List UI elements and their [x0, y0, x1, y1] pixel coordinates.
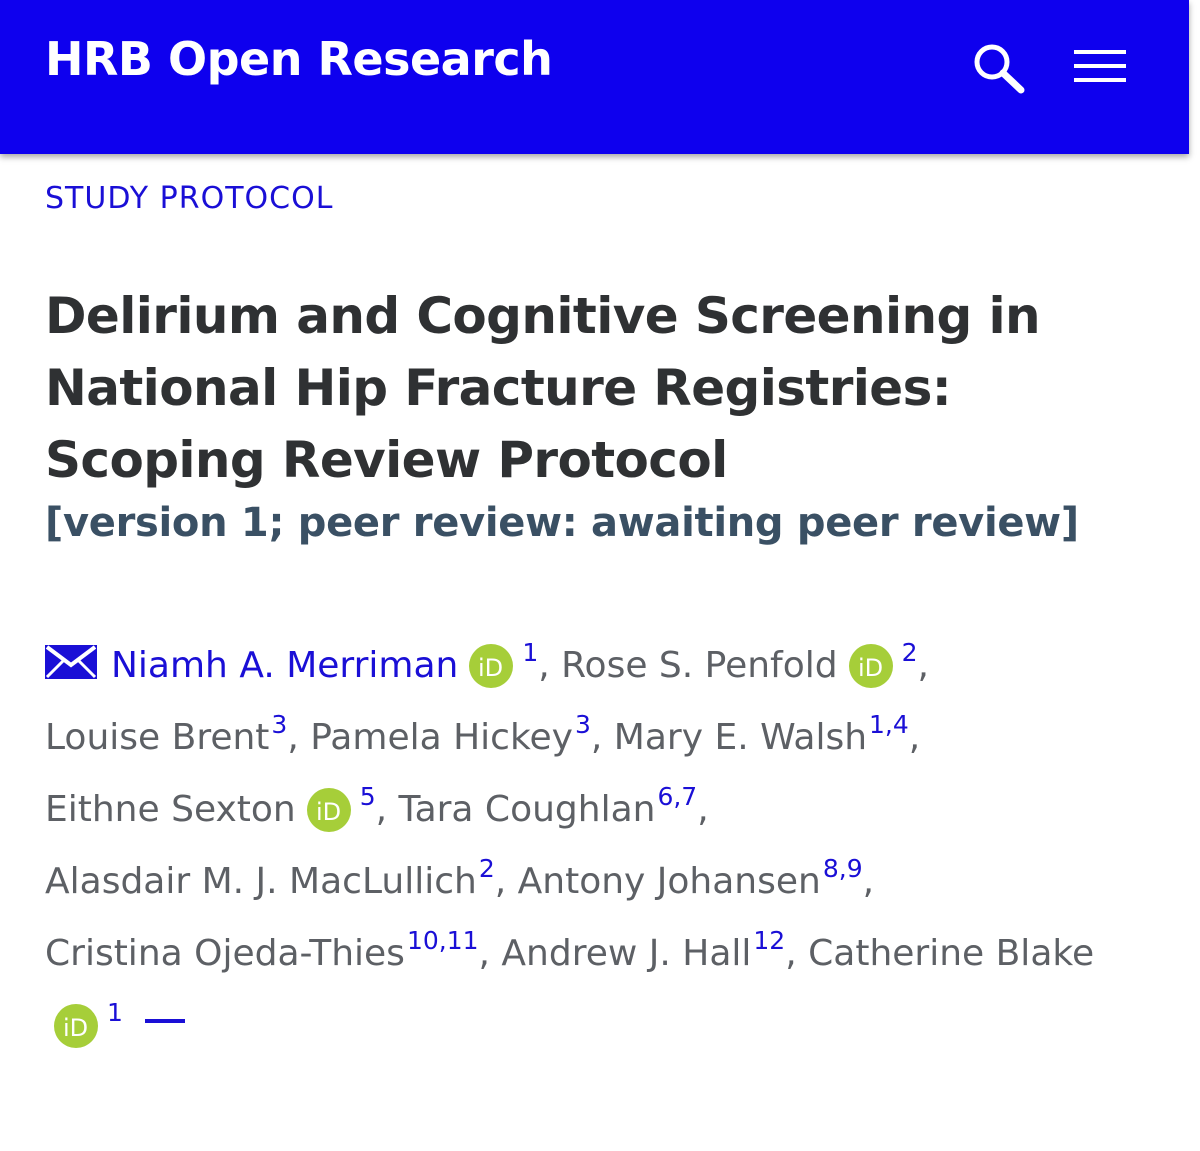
author-name[interactable]: Catherine Blake — [808, 933, 1095, 974]
author-name[interactable]: Rose S. Penfold — [561, 645, 838, 686]
author-name[interactable]: Niamh A. Merriman — [111, 645, 459, 686]
hamburger-menu-icon — [1070, 44, 1130, 88]
affiliation-ref[interactable]: 1,4 — [869, 710, 909, 739]
article-type-label[interactable]: STUDY PROTOCOL — [45, 181, 334, 216]
orcid-icon[interactable] — [468, 643, 514, 689]
affiliation-ref[interactable]: 3 — [574, 710, 591, 739]
search-icon — [970, 40, 1028, 94]
author-name[interactable]: Louise Brent — [45, 717, 270, 758]
author-line: Cristina Ojeda-Thies$^{10,11}$, Andrew J. Hall$^{12}$, Catherine Blake — [45, 926, 1095, 974]
affiliation-ref[interactable]: 1 — [522, 638, 539, 667]
author-line: Louise Brent$^3$, Pamela Hickey$^3$, Mary E. Walsh$^{1,4}$, — [45, 710, 921, 758]
affiliation-ref[interactable]: 6,7 — [657, 782, 698, 811]
top-app-bar — [0, 0, 1189, 154]
affiliation-ref[interactable]: 8,9 — [822, 854, 863, 883]
affiliation-ref[interactable]: 10,11 — [406, 926, 479, 955]
author-name[interactable]: Antony Johansen — [517, 861, 821, 902]
affiliation-ref[interactable]: 5 — [359, 782, 376, 811]
author-name[interactable]: Andrew J. Hall — [501, 933, 752, 974]
author-line — [45, 990, 1165, 1062]
author-list — [45, 630, 1165, 1062]
author-name[interactable]: Tara Coughlan — [398, 789, 656, 830]
collapse-authors-toggle[interactable] — [145, 1019, 185, 1023]
affiliation-ref[interactable]: 12 — [753, 926, 786, 955]
author-line: Niamh A. Merriman iD $^1$, Rose S. Penfold iD $^2$, — [45, 630, 1165, 702]
author-name[interactable]: Mary E. Walsh — [613, 717, 868, 758]
author-line: Alasdair M. J. MacLullich$^2$, Antony Johansen$^{8,9}$, — [45, 854, 875, 902]
author-name[interactable]: Cristina Ojeda-Thies — [45, 933, 405, 974]
svg-text:iD: iD — [315, 798, 341, 826]
orcid-icon[interactable] — [53, 1003, 99, 1049]
author-line: Eithne Sexton iD $^5$, Tara Coughlan$^{6,7}$, — [45, 774, 1165, 846]
email-icon[interactable] — [45, 645, 97, 679]
author-name[interactable]: Eithne Sexton — [45, 789, 296, 830]
article-title: Delirium and Cognitive Screening in National Hip Fracture Registries: Scoping Review Protocol — [45, 287, 1041, 489]
svg-text:iD: iD — [857, 654, 883, 682]
menu-button[interactable] — [1070, 44, 1130, 88]
site-brand[interactable]: HRB Open Research — [45, 32, 553, 86]
affiliation-ref[interactable]: 2 — [478, 854, 495, 883]
svg-text:iD: iD — [63, 1014, 89, 1042]
orcid-icon[interactable] — [848, 643, 894, 689]
search-button[interactable] — [970, 40, 1028, 94]
version-status: [version 1; peer review: awaiting peer review] — [45, 500, 1079, 546]
author-name[interactable]: Alasdair M. J. MacLullich — [45, 861, 477, 902]
affiliation-ref[interactable]: 2 — [901, 638, 918, 667]
author-name[interactable]: Pamela Hickey — [310, 717, 573, 758]
orcid-icon[interactable] — [306, 787, 352, 833]
affiliation-ref[interactable]: 3 — [271, 710, 288, 739]
affiliation-ref[interactable]: 1 — [107, 998, 123, 1027]
svg-text:iD: iD — [478, 654, 504, 682]
